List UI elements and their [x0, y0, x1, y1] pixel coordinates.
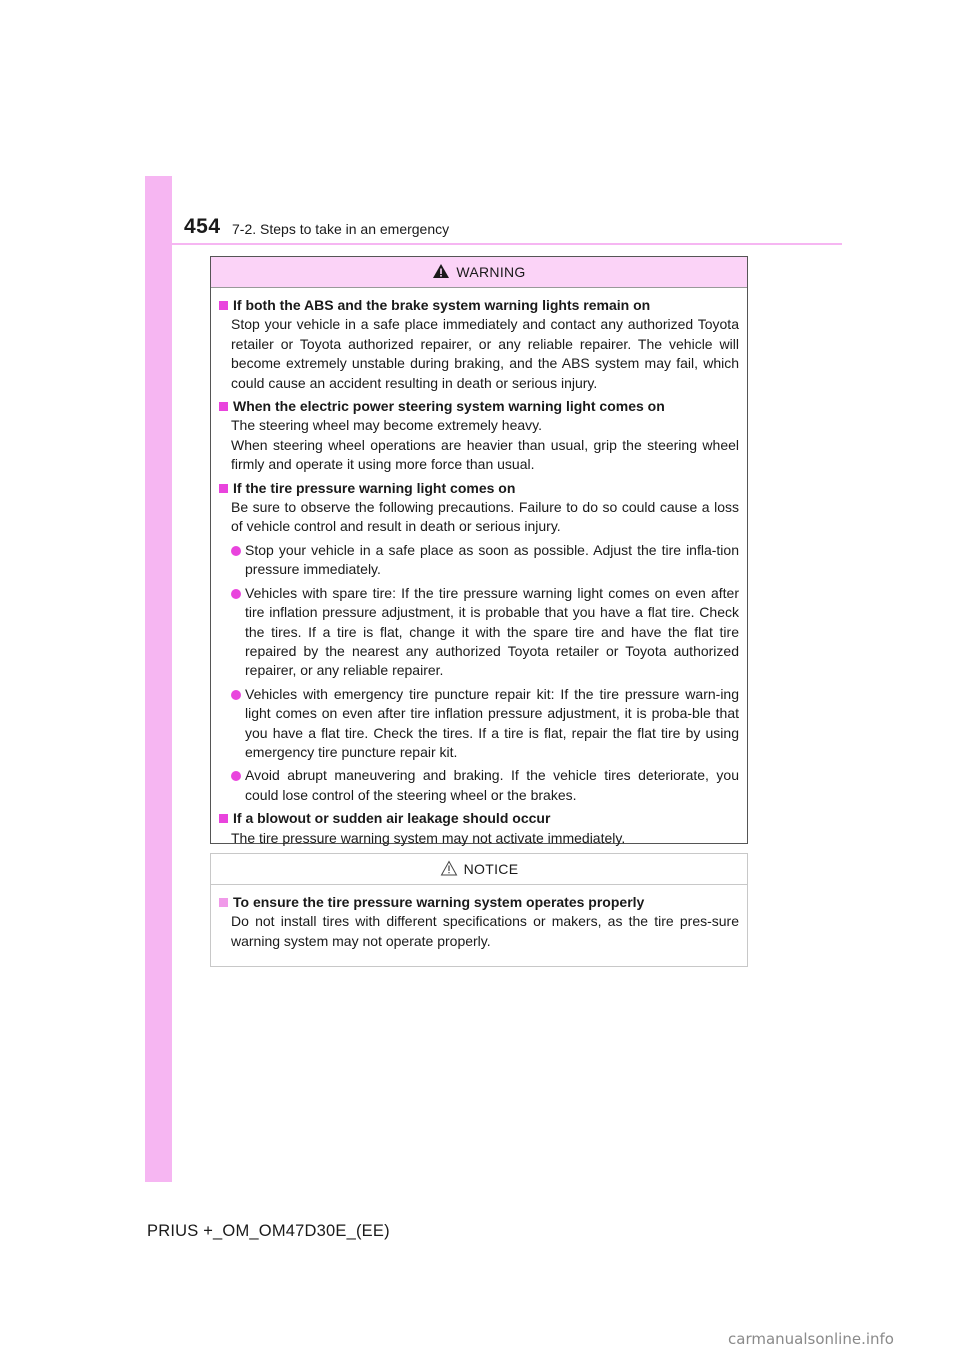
notice-triangle-icon	[440, 860, 458, 879]
item-title: If a blowout or sudden air leakage should occur	[233, 810, 551, 827]
notice-label: NOTICE	[463, 861, 519, 877]
header-rule	[172, 243, 842, 245]
item-title: If the tire pressure warning light comes on	[233, 479, 516, 496]
warning-label: WARNING	[456, 264, 526, 280]
notice-header	[211, 854, 747, 885]
notice-box	[210, 853, 748, 967]
warning-item-abs	[219, 296, 739, 393]
side-tab-bar	[145, 176, 172, 1182]
notice-item	[219, 893, 739, 951]
round-bullet-icon	[231, 690, 241, 700]
round-bullet-icon	[231, 771, 241, 781]
item-title: When the electric power steering system warning light comes on	[233, 398, 665, 415]
item-title: If both the ABS and the brake system warning lights remain on	[233, 297, 651, 313]
square-bullet-icon	[219, 484, 228, 493]
list-item: Stop your vehicle in a safe place as soon as possible. Adjust the tire infla-tion pressure immediately.	[219, 541, 739, 580]
item-title: To ensure the tire pressure warning system operates properly	[233, 894, 645, 910]
section-title: 7-2. Steps to take in an emergency	[232, 221, 450, 237]
square-bullet-icon	[219, 898, 228, 907]
warning-triangle-icon	[432, 263, 450, 282]
item-text: Do not install tires with different specifications or makers, as the tire pres-sure warning system may not operate properly.	[231, 913, 739, 949]
item-text: When steering wheel operations are heavier than usual, grip the steering wheel firmly and operate it using more force than usual.	[231, 436, 739, 473]
round-bullet-icon	[231, 546, 241, 556]
warning-item-steering	[219, 397, 739, 475]
notice-body	[211, 885, 747, 951]
item-text: Be sure to observe the following precautions. Failure to do so could cause a loss of vehicle control and result in death or serious injury.	[231, 499, 739, 535]
list-item: Avoid abrupt maneuvering and braking. If the vehicle tires deteriorate, you could lose control of the steering wheel or the brakes.	[219, 766, 739, 805]
warning-body	[211, 288, 747, 848]
item-text: Stop your vehicle in a safe place immediately and contact any authorized Toyota retailer or Toyota authorized repairer, or any reliable repairer. The vehicle will become extremely unstable during braking, and the ABS system may fail, which could cause an accident resulting in death or serious injury.	[231, 316, 739, 391]
square-bullet-icon	[219, 402, 228, 411]
item-text: The tire pressure warning system may not activate immediately.	[231, 829, 626, 846]
warning-header	[211, 257, 747, 288]
list-item: Vehicles with emergency tire puncture repair kit: If the tire pressure warn-ing light comes on even after tire inflation pressure adjustment, it is proba-ble that you have a flat tire. Check the tires. If a tire is flat, repair the flat tire by using emergency tire puncture repair kit.	[219, 685, 739, 763]
warning-item-tire-pressure	[219, 479, 739, 806]
warning-box	[210, 256, 748, 844]
list-item: Vehicles with spare tire: If the tire pressure warning light comes on even after tire inflation pressure adjustment, it is probable that you have a flat tire. Check the tires. If a tire is flat, change it with the spare tire and have the flat tire repaired by the nearest any authorized Toyota retailer or Toyota authorized repairer, or any reliable repairer.	[219, 584, 739, 681]
item-text: The steering wheel may become extremely heavy.	[231, 417, 542, 434]
warning-item-blowout	[219, 809, 739, 848]
round-bullet-icon	[231, 589, 241, 599]
document-code: PRIUS +_OM_OM47D30E_(EE)	[147, 1222, 390, 1240]
page-number: 454	[184, 215, 221, 238]
watermark: carmanualsonline.info	[728, 1330, 894, 1348]
square-bullet-icon	[219, 301, 228, 310]
square-bullet-icon	[219, 814, 228, 823]
